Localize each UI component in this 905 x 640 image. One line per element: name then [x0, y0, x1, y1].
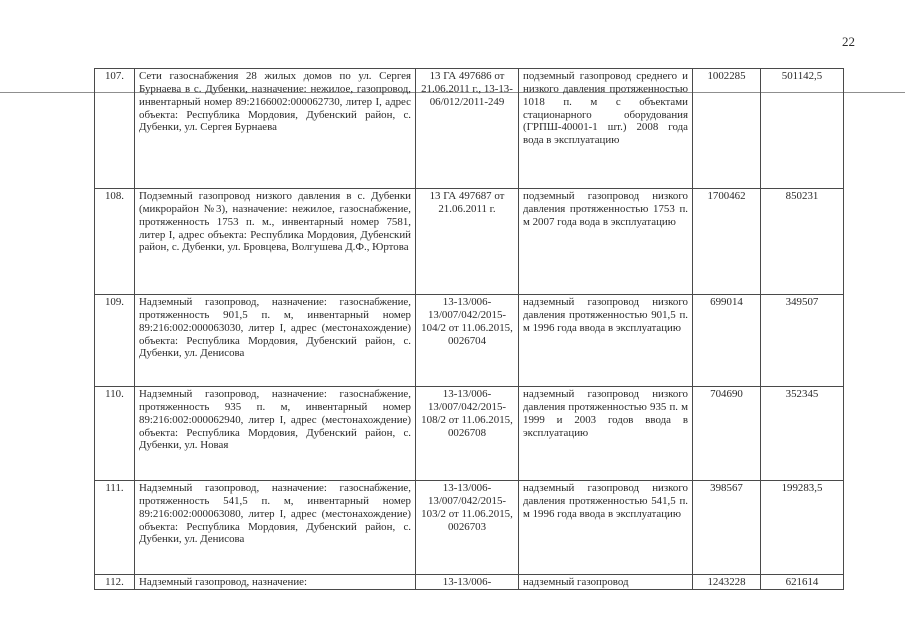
object-description: Надземный газопровод, назначение: газоснабжение, протяженность 541,5 п. м, инвентарный номер 89:216:002:000063080, литер I, адрес (местонахождение) объекта: Республика Мордовия, Дубенский район, с. Дубенки, ул. Денисова	[135, 481, 416, 575]
residual-value: 621614	[761, 575, 844, 590]
object-characteristics: подземный газопровод среднего и низкого давления протяженностью 1018 п. м с объектами стационарного оборудования (ГРПШ-40001-1 шт.) 2008 года вода в эксплуатацию	[519, 69, 693, 189]
residual-value: 352345	[761, 387, 844, 481]
residual-value: 501142,5	[761, 69, 844, 189]
table-row	[95, 575, 844, 590]
book-value: 704690	[693, 387, 761, 481]
registration-certificate: 13-13/006-	[416, 575, 519, 590]
object-description: Надземный газопровод, назначение:	[135, 575, 416, 590]
book-value: 1002285	[693, 69, 761, 189]
object-description: Надземный газопровод, назначение: газоснабжение, протяженность 901,5 п. м, инвентарный номер 89:216:002:000063030, литер I, адрес (местонахождение) объекта: Республика Мордовия, Дубенский район, с. Дубенки, ул. Денисова	[135, 295, 416, 387]
table-row	[95, 295, 844, 387]
object-characteristics: надземный газопровод низкого давления протяженностью 901,5 п. м 1996 года ввода в эксплуатацию	[519, 295, 693, 387]
residual-value: 850231	[761, 189, 844, 295]
residual-value: 199283,5	[761, 481, 844, 575]
residual-value: 349507	[761, 295, 844, 387]
book-value: 699014	[693, 295, 761, 387]
registration-certificate: 13-13/006-13/007/042/2015-103/2 от 11.06.2015, 0026703	[416, 481, 519, 575]
object-description: Надземный газопровод, назначение: газоснабжение, протяженность 935 п. м, инвентарный номер 89:216:002:000062940, литер I, адрес (местонахождение) объекта: Республика Мордовия, Дубенский район, с. Дубенки, ул. Новая	[135, 387, 416, 481]
object-characteristics: надземный газопровод низкого давления протяженностью 935 п. м 1999 и 2003 годов ввода в эксплуатацию	[519, 387, 693, 481]
object-description: Сети газоснабжения 28 жилых домов по ул. Сергея Бурнаева в с. Дубенки, назначение: нежилое, газопровод, инвентарный номер 89:2166002:000062730, литер I, адрес объекта: Республика Мордовия, Дубенский район, с. Дубенки, ул. Сергея Бурнаева	[135, 69, 416, 189]
row-number: 111.	[95, 481, 135, 575]
row-number: 110.	[95, 387, 135, 481]
object-characteristics: надземный газопровод низкого давления протяженностью 541,5 п. м 1996 года ввода в эксплуатацию	[519, 481, 693, 575]
object-description: Подземный газопровод низкого давления в с. Дубенки (микрорайон №3), назначение: нежилое, газоснабжение, протяженность 1753 п. м., инвентарный номер 7581, литер I, адрес объекта: Республика Мордовия, Дубенский район, с. Дубенки, ул. Бровцева, Волгушева Д.Ф., Юртова	[135, 189, 416, 295]
registration-certificate: 13-13/006-13/007/042/2015-104/2 от 11.06.2015, 0026704	[416, 295, 519, 387]
row-number: 112.	[95, 575, 135, 590]
book-value: 1700462	[693, 189, 761, 295]
table-row	[95, 189, 844, 295]
registration-certificate: 13 ГА 497687 от 21.06.2011 г.	[416, 189, 519, 295]
row-number: 107.	[95, 69, 135, 189]
object-characteristics: подземный газопровод низкого давления протяженностью 1753 п. м 2007 года вода в эксплуатацию	[519, 189, 693, 295]
table-row	[95, 69, 844, 189]
object-characteristics: надземный газопровод	[519, 575, 693, 590]
table-row	[95, 481, 844, 575]
book-value: 398567	[693, 481, 761, 575]
registration-certificate: 13 ГА 497686 от 21.06.2011 г., 13-13-06/012/2011-249	[416, 69, 519, 189]
registration-certificate: 13-13/006-13/007/042/2015-108/2 от 11.06.2015, 0026708	[416, 387, 519, 481]
book-value: 1243228	[693, 575, 761, 590]
table-row	[95, 387, 844, 481]
property-registry-table	[94, 68, 844, 590]
row-number: 108.	[95, 189, 135, 295]
page-number: 22	[842, 34, 855, 49]
row-number: 109.	[95, 295, 135, 387]
